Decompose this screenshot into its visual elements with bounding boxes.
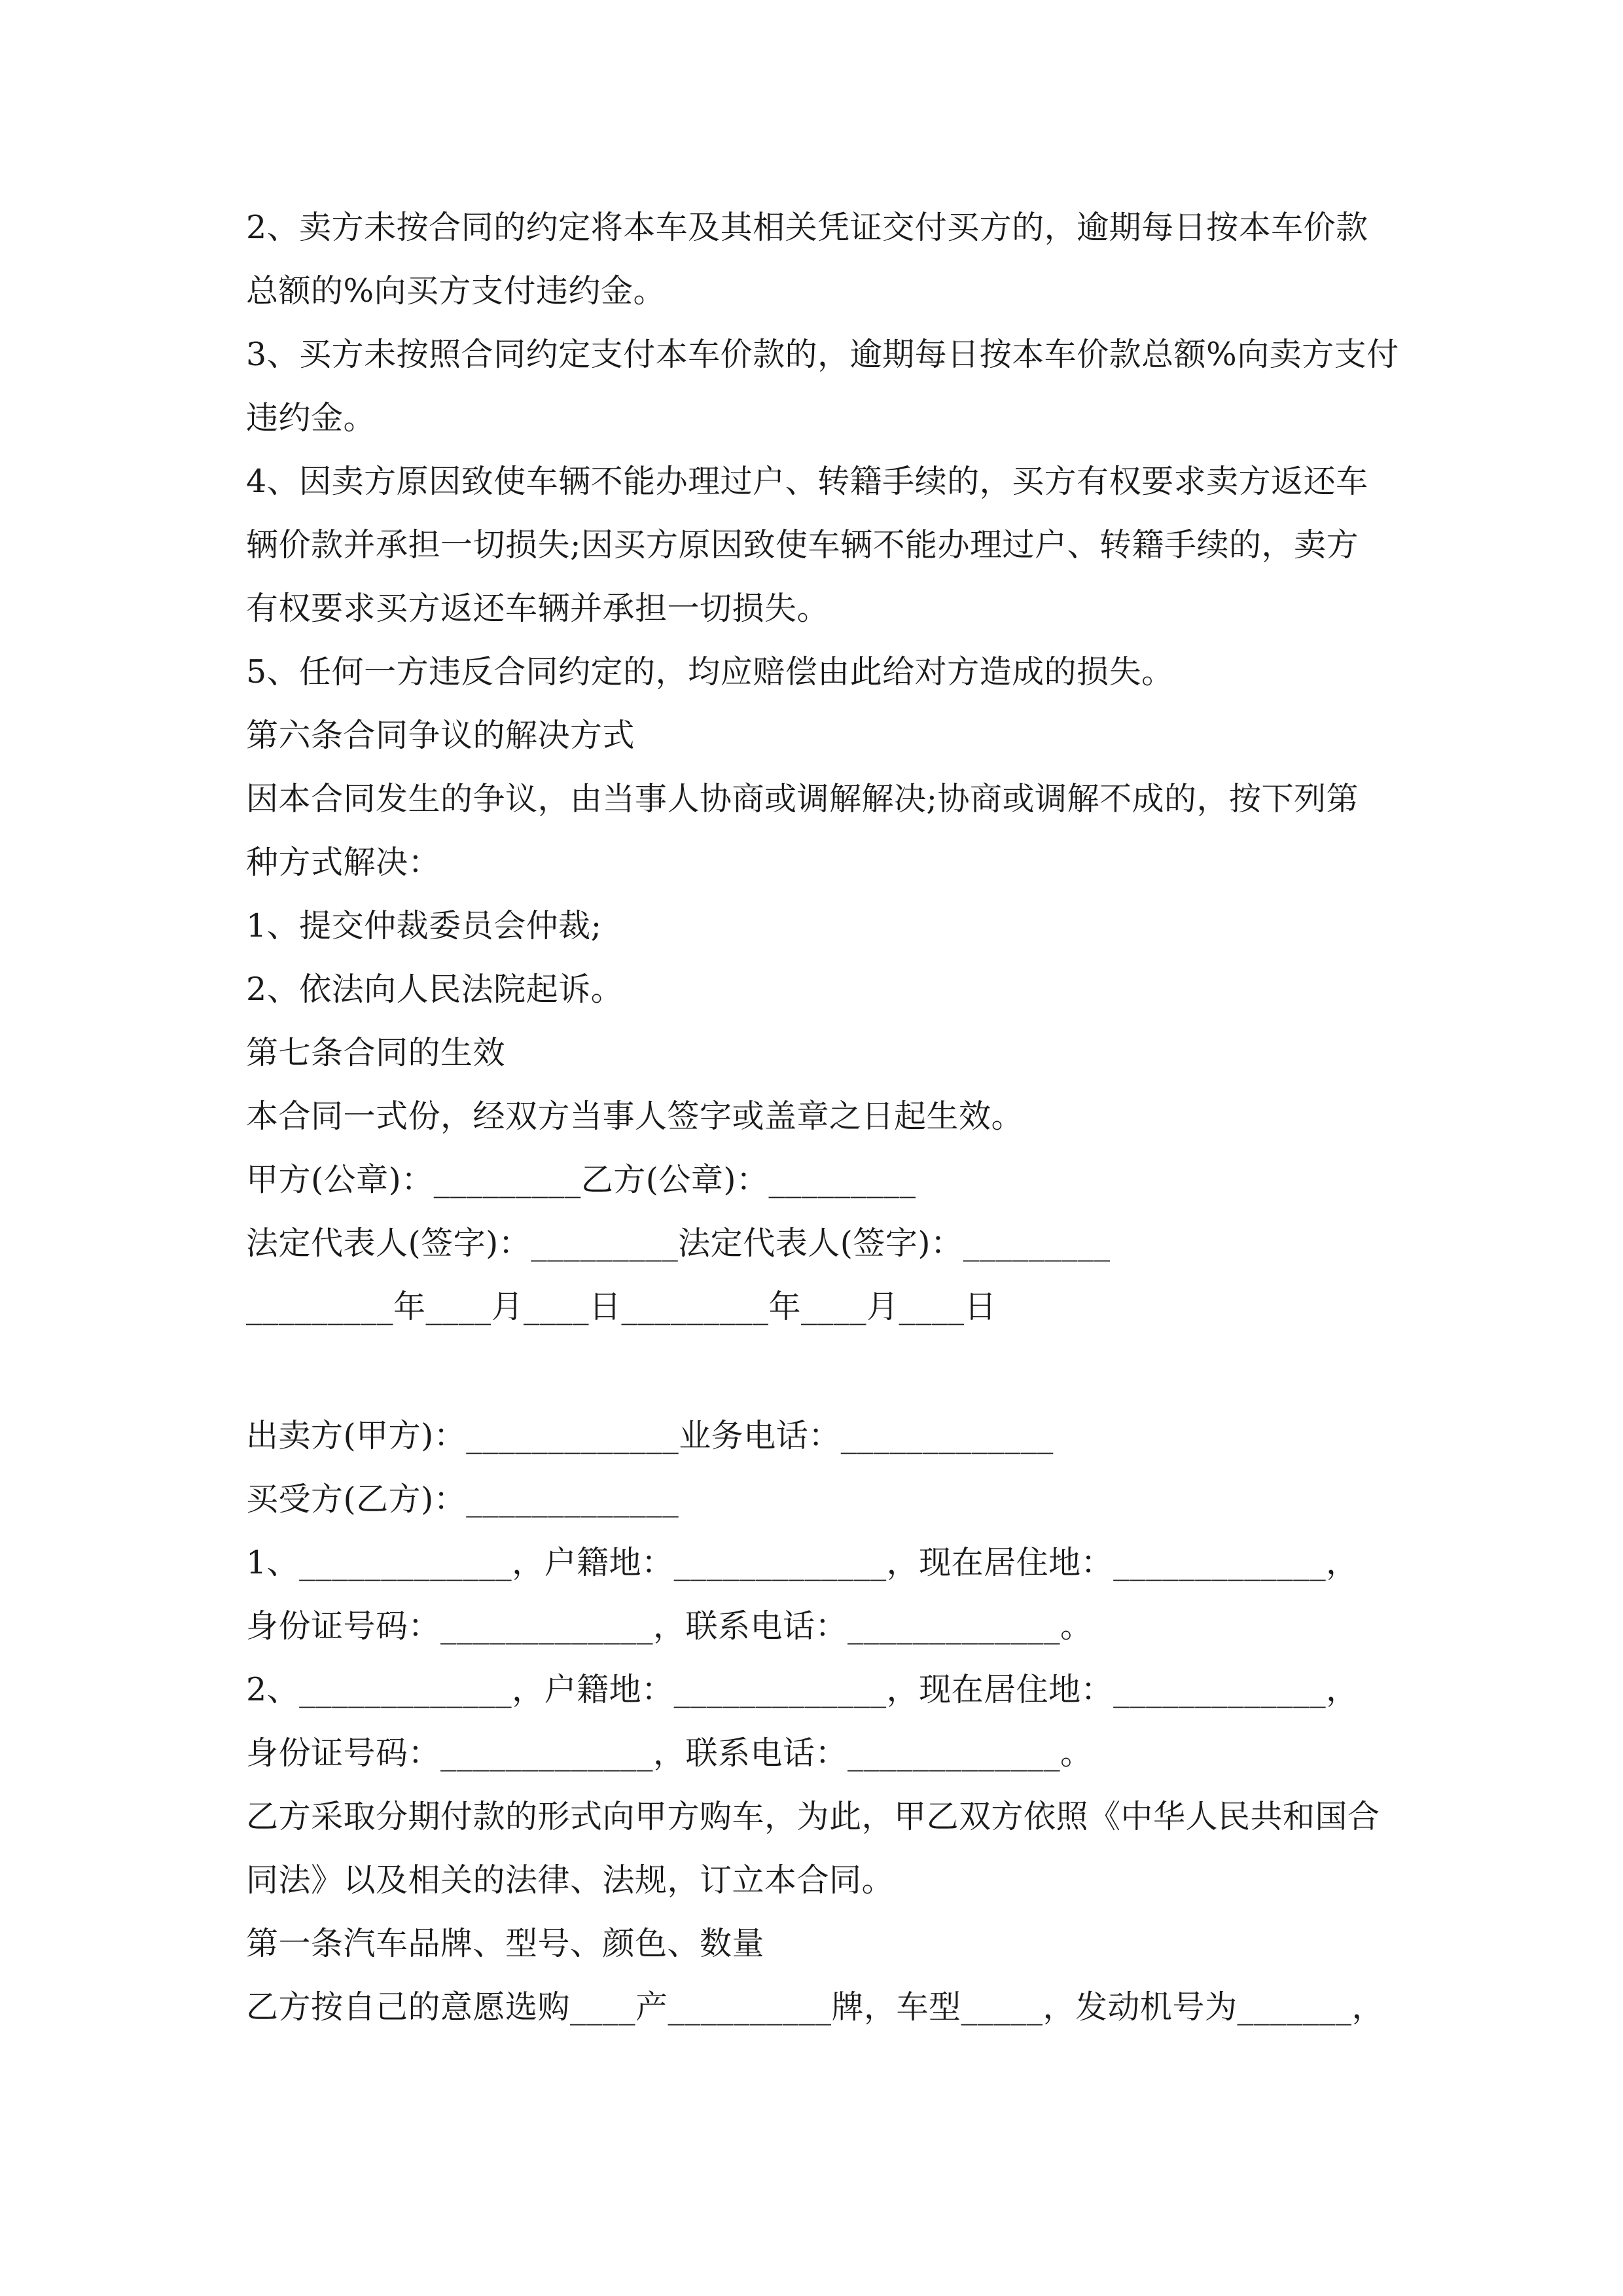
clause-5-item-5: 5、任何一方违反合同约定的，均应赔偿由此给对方造成的损失。	[246, 653, 1174, 691]
clause-5-item-3-line-1: 3、买方未按照合同约定支付本车价款的，逾期每日按本车价款总额%向卖方支付	[246, 336, 1399, 373]
clause-5-item-2-line-2: 总额的%向买方支付违约金。	[246, 272, 666, 310]
clause-7-heading: 第七条合同的生效	[246, 1034, 506, 1071]
clause-5-item-4-line-1: 4、因卖方原因致使车辆不能办理过户、转籍手续的，买方有权要求卖方返还车	[246, 463, 1368, 500]
preamble-line-2: 同法》以及相关的法律、法规，订立本合同。	[246, 1861, 895, 1899]
seal-line: 甲方(公章)：_________乙方(公章)：_________	[246, 1161, 916, 1198]
clause-5-item-4-line-3: 有权要求买方返还车辆并承担一切损失。	[246, 590, 830, 627]
buyer-1-id-line: 身份证号码：_____________，联系电话：_____________。	[246, 1607, 1093, 1645]
clause-6-text-line-2: 种方式解决：	[246, 844, 441, 881]
representative-signature-line: 法定代表人(签字)：_________法定代表人(签字)：_________	[246, 1225, 1111, 1262]
clause-5-item-2-line-1: 2、卖方未按合同的约定将本车及其相关凭证交付买方的，逾期每日按本车价款	[246, 209, 1368, 246]
seller-line: 出卖方(甲方)：_____________业务电话：_____________	[246, 1417, 1054, 1454]
clause-5-item-4-line-2: 辆价款并承担一切损失;因买方原因致使车辆不能办理过户、转籍手续的，卖方	[246, 526, 1359, 564]
clause-1-text: 乙方按自己的意愿选购____产__________牌，车型_____，发动机号为_______，	[246, 1988, 1385, 2026]
clause-6-heading: 第六条合同争议的解决方式	[246, 717, 635, 754]
buyer-2-address-line: 2、_____________，户籍地：_____________，现在居住地：_____________，	[246, 1671, 1359, 1708]
clause-6-option-2: 2、依法向人民法院起诉。	[246, 971, 624, 1008]
clause-7-text: 本合同一式份，经双方当事人签字或盖章之日起生效。	[246, 1098, 1024, 1135]
buyer-line: 买受方(乙方)：_____________	[246, 1480, 679, 1518]
clause-5-item-3-line-2: 违约金。	[246, 399, 376, 437]
clause-6-text-line-1: 因本合同发生的争议，由当事人协商或调解解决;协商或调解不成的，按下列第	[246, 780, 1359, 817]
buyer-1-address-line: 1、_____________，户籍地：_____________，现在居住地：_____________，	[246, 1544, 1359, 1581]
preamble-line-1: 乙方采取分期付款的形式向甲方购车，为此，甲乙双方依照《中华人民共和国合	[246, 1798, 1380, 1835]
clause-1-heading: 第一条汽车品牌、型号、颜色、数量	[246, 1925, 765, 1962]
buyer-2-id-line: 身份证号码：_____________，联系电话：_____________。	[246, 1734, 1093, 1772]
clause-6-option-1: 1、提交仲裁委员会仲裁;	[246, 907, 602, 944]
date-line: _________年____月____日_________年____月____日	[246, 1288, 997, 1325]
